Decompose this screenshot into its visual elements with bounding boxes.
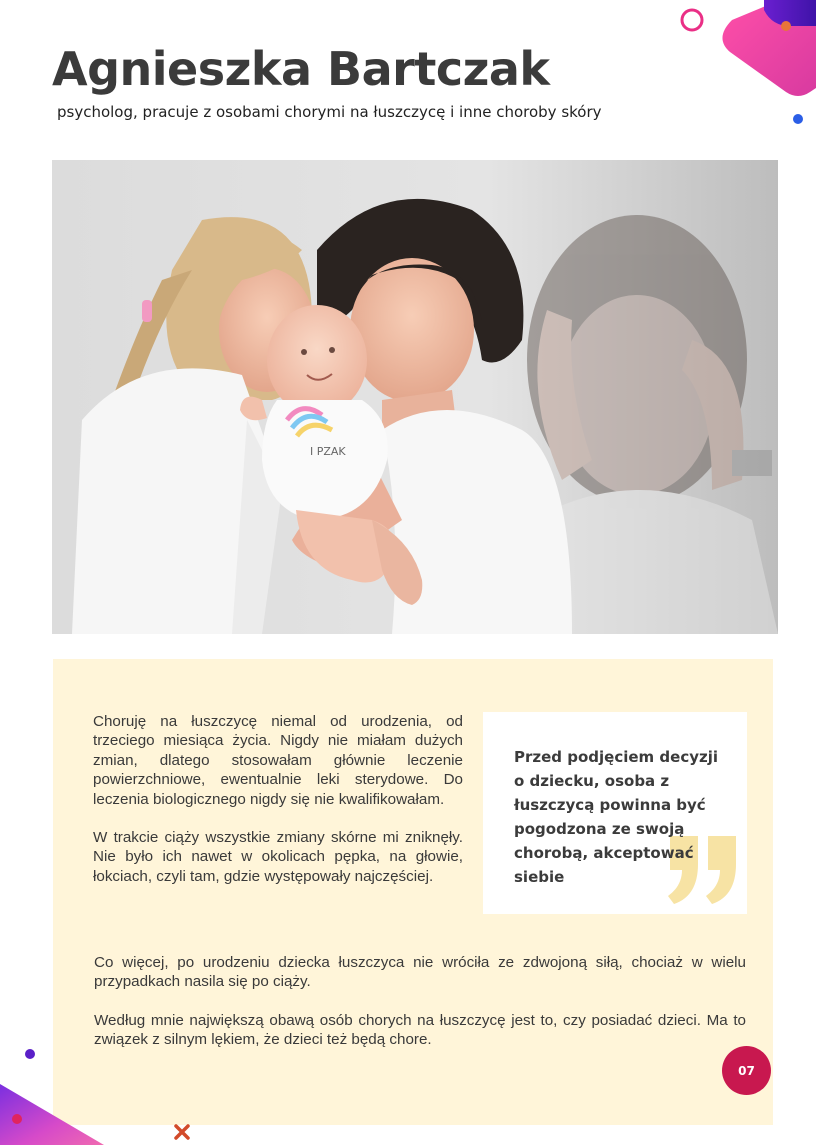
article-paragraph: W trakcie ciąży wszystkie zmiany skórne mi zniknęły. Nie było ich nawet w okolicach pępka, na głowie, łokciach, czyli tam, gdzie występowały najczęściej. <box>93 829 463 885</box>
top-right-decoration <box>660 0 816 130</box>
author-role: psycholog, pracuje z osobami chorymi na łuszczycę i inne choroby skóry <box>57 103 602 121</box>
pull-quote-text: Przed podjęciem decyzji o dziecku, osoba z łuszczycą powinna być pogodzona ze swoją chorobą, akceptować siebie <box>514 748 719 886</box>
baby-shirt-text: I PZAK <box>310 445 346 458</box>
page-title: Agnieszka Bartczak <box>52 42 550 96</box>
page-number-badge: 07 <box>722 1046 771 1095</box>
article-left-column <box>93 712 463 905</box>
article-paragraph: Według mnie największą obawą osób chorych na łuszczycę jest to, czy posiadać dzieci. Ma to związek z silnym lękiem, że dzieci też będą chore. <box>94 1011 746 1049</box>
family-photo <box>52 160 778 634</box>
bottom-left-decoration <box>0 1040 200 1145</box>
article-paragraph: Co więcej, po urodzeniu dziecka łuszczyca nie wróciła ze zdwojoną siłą, chociaż w wielu przypadkach nasila się po ciąży. <box>94 954 746 991</box>
cross-icon <box>176 1126 188 1138</box>
article-paragraph: Choruję na łuszczycę niemal od urodzenia, od trzeciego miesiąca życia. Nigdy nie miałam dużych zmian, dlatego stosowałam głównie leczenie powierzchniowe, ewentualnie leki sterydowe. Do leczenia biologicznego nigdy się nie kwalifikowałam. <box>93 713 463 808</box>
